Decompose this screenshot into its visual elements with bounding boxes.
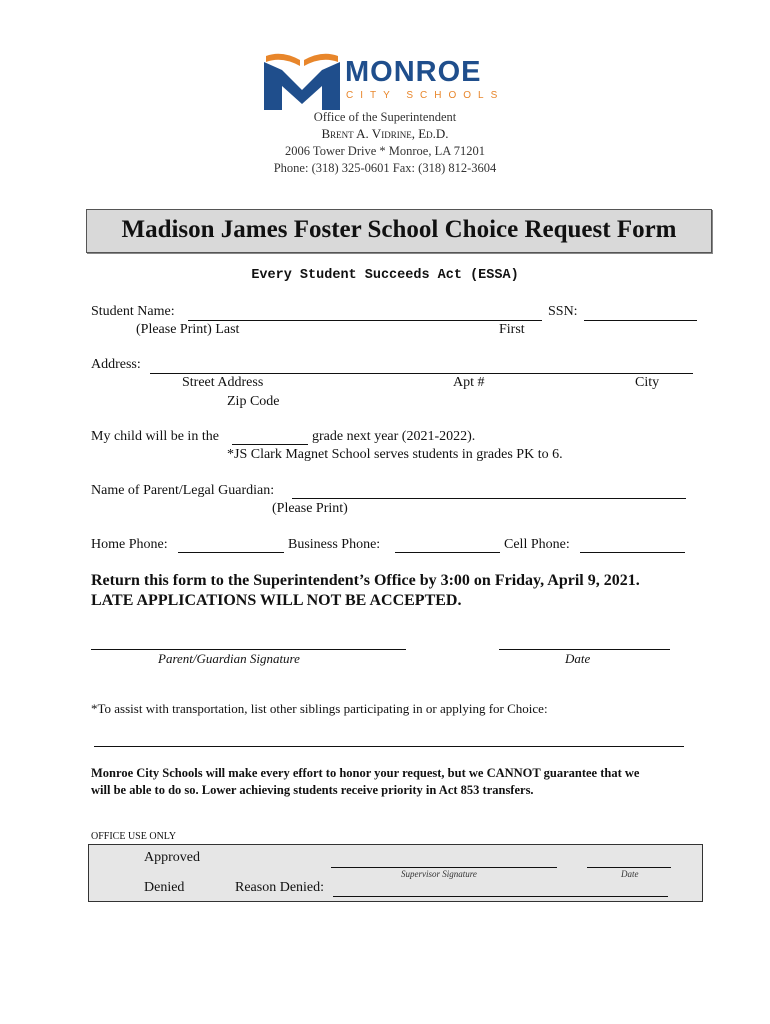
office-use-heading: OFFICE USE ONLY [91, 831, 177, 842]
business-phone-label: Business Phone: [288, 537, 381, 552]
approved-label: Approved [144, 850, 200, 865]
office-use-box [88, 844, 703, 902]
form-subtitle: Every Student Succeeds Act (ESSA) [251, 268, 519, 283]
siblings-field[interactable] [94, 746, 684, 747]
student-name-label: Student Name: [91, 304, 175, 319]
home-phone-label: Home Phone: [91, 537, 168, 552]
office-title: Office of the Superintendent [313, 110, 457, 124]
grade-suffix: grade next year (2021-2022). [312, 429, 476, 444]
address-field[interactable] [150, 373, 693, 374]
logo-subtitle: CITY SCHOOLS [346, 90, 505, 101]
signature-date-caption: Date [565, 651, 591, 666]
ssn-field[interactable] [584, 320, 697, 321]
form-title: Madison James Foster School Choice Request Form [121, 216, 677, 243]
apt-caption: Apt # [453, 375, 485, 390]
reason-denied-field[interactable] [333, 896, 668, 897]
signature-field[interactable] [91, 649, 406, 650]
supervisor-date-field[interactable] [587, 867, 671, 868]
signature-date-field[interactable] [499, 649, 670, 650]
siblings-note: *To assist with transportation, list other siblings participating in or applying for Choice: [91, 701, 548, 716]
monroe-logo-mark [262, 50, 342, 112]
first-name-caption: First [499, 322, 525, 337]
supervisor-signature-caption: Supervisor Signature [401, 869, 477, 879]
student-name-field[interactable] [188, 320, 542, 321]
superintendent-name: Brent A. Vidrine, Ed.D. [321, 126, 449, 141]
form-title-box [86, 209, 712, 253]
ssn-label: SSN: [548, 304, 578, 319]
disclaimer-line-1: Monroe City Schools will make every effort to honor your request, but we CANNOT guarantee that we [91, 766, 640, 780]
guardian-print-caption: (Please Print) [272, 501, 348, 516]
disclaimer-line-2: will be able to do so. Lower achieving students receive priority in Act 853 transfers. [91, 783, 534, 797]
signature-caption: Parent/Guardian Signature [158, 651, 300, 666]
office-address: 2006 Tower Drive * Monroe, LA 71201 [285, 144, 485, 158]
cell-phone-field[interactable] [580, 552, 685, 553]
zip-caption: Zip Code [227, 394, 280, 409]
logo-name: MONROE [345, 56, 482, 88]
supervisor-signature-field[interactable] [331, 867, 557, 868]
grade-prefix: My child will be in the [91, 429, 219, 444]
city-caption: City [635, 375, 660, 390]
guardian-label: Name of Parent/Legal Guardian: [91, 483, 275, 498]
grade-note: *JS Clark Magnet School serves students in grades PK to 6. [227, 447, 563, 462]
home-phone-field[interactable] [178, 552, 284, 553]
street-address-caption: Street Address [182, 375, 264, 390]
denied-label: Denied [144, 880, 185, 895]
last-name-caption: (Please Print) Last [136, 322, 240, 337]
supervisor-date-caption: Date [621, 869, 639, 879]
address-label: Address: [91, 357, 141, 372]
reason-denied-label: Reason Denied: [235, 880, 325, 895]
grade-field[interactable] [232, 444, 308, 445]
guardian-name-field[interactable] [292, 498, 686, 499]
office-phones: Phone: (318) 325-0601 Fax: (318) 812-3604 [273, 161, 497, 175]
return-deadline: Return this form to the Superintendent’s Office by 3:00 on Friday, April 9, 2021. [91, 572, 640, 589]
business-phone-field[interactable] [395, 552, 500, 553]
late-notice: LATE APPLICATIONS WILL NOT BE ACCEPTED. [91, 592, 462, 609]
cell-phone-label: Cell Phone: [504, 537, 570, 552]
